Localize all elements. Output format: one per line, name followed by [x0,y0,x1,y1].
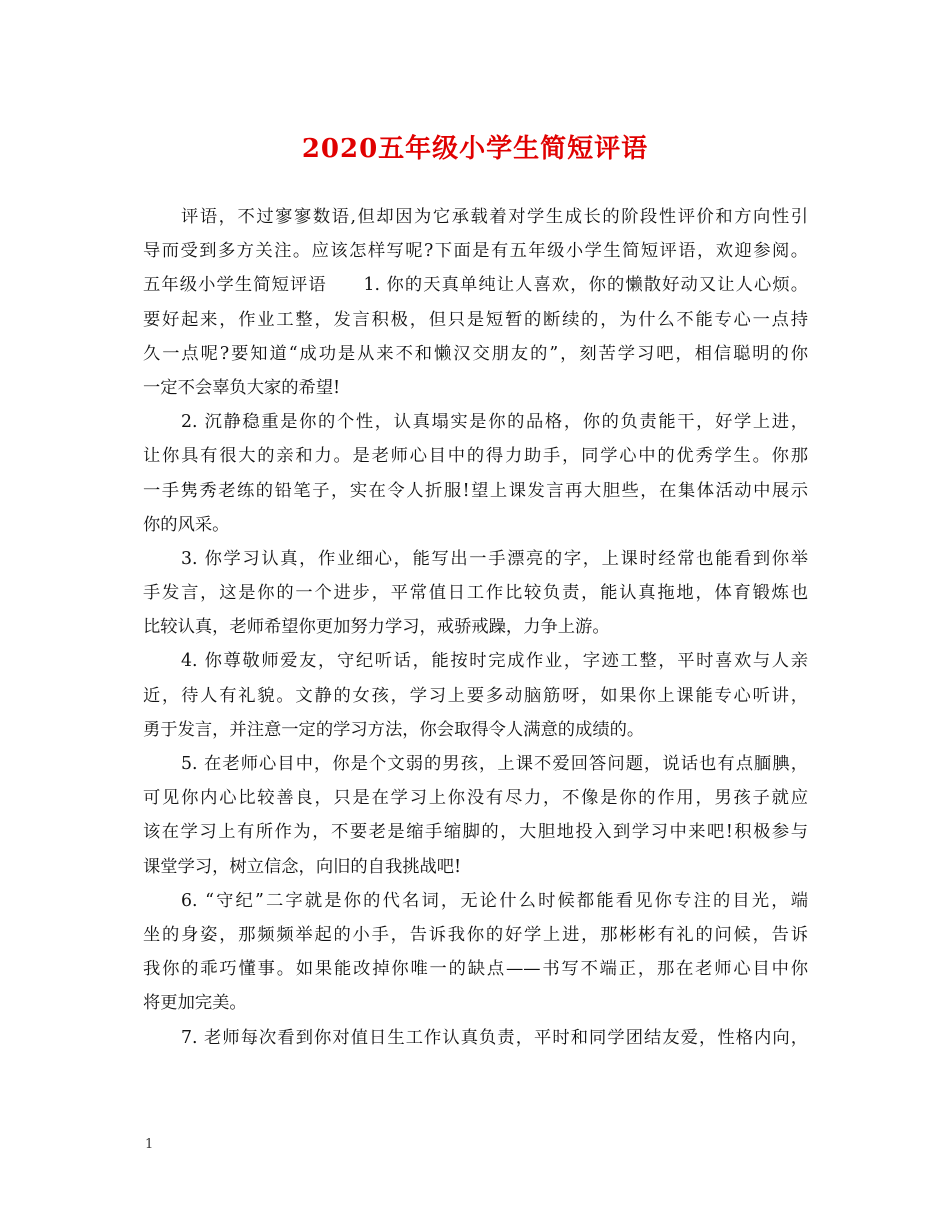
text-line: 一手隽秀老练的铅笔子，实在令人折服!望上课发言再大胆些，在集体活动中展示 [143,480,808,501]
text-line: 让你具有很大的亲和力。是老师心目中的得力助手，同学心中的优秀学生。你那 [143,446,808,467]
text-line: 坐的身姿，那频频举起的小手，告诉我你的好学上进，那彬彬有礼的问候，告诉 [143,924,808,945]
text-line: 导而受到多方关注。应该怎样写呢?下面是有五年级小学生简短评语，欢迎参阅。 [143,241,808,262]
text-line: 7. 老师每次看到你对值日生工作认真负责，平时和同学团结友爱，性格内向， [181,1027,808,1048]
text-line: 比较认真，老师希望你更加努力学习，戒骄戒躁，力争上游。 [143,617,610,638]
text-line: 要好起来，作业工整，发言积极，但只是短暂的断续的，为什么不能专心一点持 [143,309,808,330]
text-line: 6. “守纪”二字就是你的代名词，无论什么时候都能看见你专注的目光，端 [181,890,808,911]
text-line: 5. 在老师心目中，你是个文弱的男孩，上课不爱回答问题，说话也有点腼腆， [181,754,808,774]
text-line: 评语，不过寥寥数语,但却因为它承载着对学生成长的阶段性评价和方向性引 [181,207,808,227]
text-line: 勇于发言，并注意一定的学习方法，你会取得令人满意的成绩的。 [143,719,645,740]
text-line: 一定不会辜负大家的希望! [143,377,341,398]
text-line: 将更加完美。 [143,993,247,1014]
text-line: 该在学习上有所作为，不要老是缩手缩脚的，大胆地投入到学习中来吧!积极参与 [143,822,808,843]
text-line: 可见你内心比较善良，只是在学习上你没有尽力，不像是你的作用，男孩子就应 [143,788,808,809]
text-line: 我你的乖巧懂事。如果能改掉你唯一的缺点——书写不端正，那在老师心目中你 [143,959,808,980]
text-line: 五年级小学生简短评语 1. 你的天真单纯让人喜欢，你的懒散好动又让人心烦。 [143,275,808,296]
text-line: 4. 你尊敬师爱友，守纪听话，能按时完成作业，字迹工整，平时喜欢与人亲 [181,651,808,672]
text-line: 久一点呢?要知道“成功是从来不和懒汉交朋友的”，刻苦学习吧，相信聪明的你 [143,343,808,364]
page-title: 2020五年级小学生简短评语 [301,134,649,164]
text-line: 你的风采。 [143,514,230,535]
text-line: 近，待人有礼貌。文静的女孩，学习上要多动脑筋呀，如果你上课能专心听讲， [143,685,808,706]
document-body [143,200,808,1055]
text-line: 3. 你学习认真，作业细心，能写出一手漂亮的字，上课时经常也能看到你举 [181,548,808,569]
text-line: 课堂学习，树立信念，向旧的自我挑战吧! [143,856,462,877]
text-line: 2. 沉静稳重是你的个性，认真塌实是你的品格，你的负责能干，好学上进， [181,412,808,433]
page-number: 1 [145,1137,154,1152]
text-line: 手发言，这是你的一个进步，平常值日工作比较负责，能认真拖地，体育锻炼也 [143,583,808,604]
